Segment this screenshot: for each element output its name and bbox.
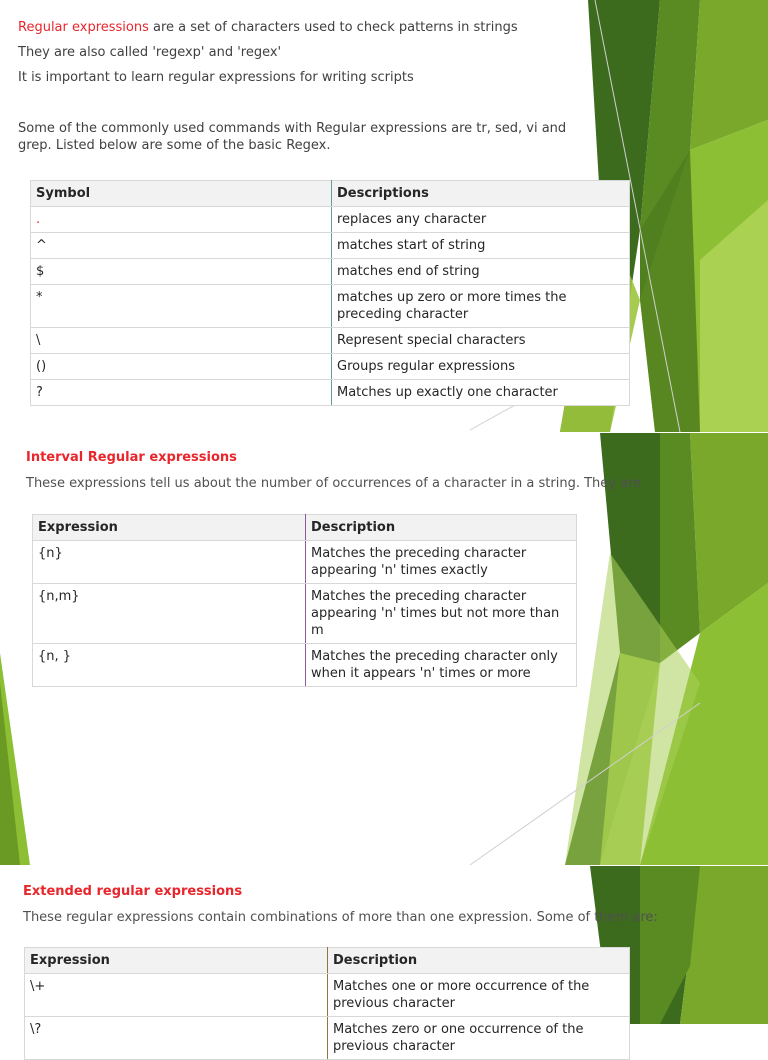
- table-row: [25, 1017, 630, 1060]
- table-row: [33, 644, 577, 687]
- table-header-row: [31, 181, 630, 207]
- description-cell: Matches one or more occurrence of the previous character: [328, 974, 630, 1017]
- expression-cell: {n,m}: [33, 584, 306, 644]
- symbol-cell: .: [31, 207, 332, 233]
- commands-paragraph-line-2: grep. Listed below are some of the basic Regex.: [18, 138, 331, 153]
- table-row: [31, 380, 630, 406]
- header-descriptions: Descriptions: [332, 181, 630, 207]
- slide-2: [0, 433, 768, 865]
- expression-cell: {n}: [33, 541, 306, 584]
- interval-intro: These expressions tell us about the number of occurrences of a character in a string. They are: [26, 476, 642, 491]
- description-cell: Matches up exactly one character: [332, 380, 630, 406]
- table-row: [31, 207, 630, 233]
- commands-paragraph-line-1: Some of the commonly used commands with Regular expressions are tr, sed, vi and: [18, 121, 567, 136]
- description-cell: Groups regular expressions: [332, 354, 630, 380]
- description-cell: matches start of string: [332, 233, 630, 259]
- symbol-cell: *: [31, 285, 332, 328]
- intro-line-3: It is important to learn regular expressions for writing scripts: [18, 70, 414, 85]
- expression-cell: \?: [25, 1017, 328, 1060]
- symbol-cell: $: [31, 259, 332, 285]
- description-cell: Matches the preceding character appearing 'n' times but not more than m: [306, 584, 577, 644]
- description-cell: Matches the preceding character appearing 'n' times exactly: [306, 541, 577, 584]
- table-row: [31, 259, 630, 285]
- description-cell: matches end of string: [332, 259, 630, 285]
- symbol-cell: ^: [31, 233, 332, 259]
- interval-heading: Interval Regular expressions: [26, 450, 237, 465]
- table-row: [33, 584, 577, 644]
- extended-intro: These regular expressions contain combinations of more than one expression. Some of them are:: [23, 910, 658, 925]
- header-expression: Expression: [25, 948, 328, 974]
- table-row: [31, 328, 630, 354]
- description-cell: matches up zero or more times the preceding character: [332, 285, 630, 328]
- table-header-row: [25, 948, 630, 974]
- table-row: [31, 285, 630, 328]
- expression-cell: \+: [25, 974, 328, 1017]
- header-description: Description: [328, 948, 630, 974]
- intro-line-1: Regular expressions are a set of characters used to check patterns in strings: [18, 20, 518, 35]
- table-header-row: [33, 515, 577, 541]
- interval-regex-table: [32, 514, 577, 687]
- intro-line-2: They are also called 'regexp' and 'regex': [18, 45, 282, 60]
- description-cell: replaces any character: [332, 207, 630, 233]
- header-description: Description: [306, 515, 577, 541]
- expression-cell: {n, }: [33, 644, 306, 687]
- description-cell: Matches zero or one occurrence of the previous character: [328, 1017, 630, 1060]
- symbol-cell: (): [31, 354, 332, 380]
- table-row: [31, 354, 630, 380]
- basic-regex-table: [30, 180, 630, 406]
- extended-regex-table: [24, 947, 630, 1060]
- table-row: [33, 541, 577, 584]
- header-symbol: Symbol: [31, 181, 332, 207]
- slide-3: [0, 866, 768, 1054]
- description-cell: Matches the preceding character only when it appears 'n' times or more: [306, 644, 577, 687]
- extended-heading: Extended regular expressions: [23, 884, 243, 899]
- header-expression: Expression: [33, 515, 306, 541]
- symbol-cell: \: [31, 328, 332, 354]
- table-row: [25, 974, 630, 1017]
- slide-1: [0, 0, 768, 432]
- symbol-cell: ?: [31, 380, 332, 406]
- table-row: [31, 233, 630, 259]
- description-cell: Represent special characters: [332, 328, 630, 354]
- regex-highlight: Regular expressions: [18, 20, 149, 35]
